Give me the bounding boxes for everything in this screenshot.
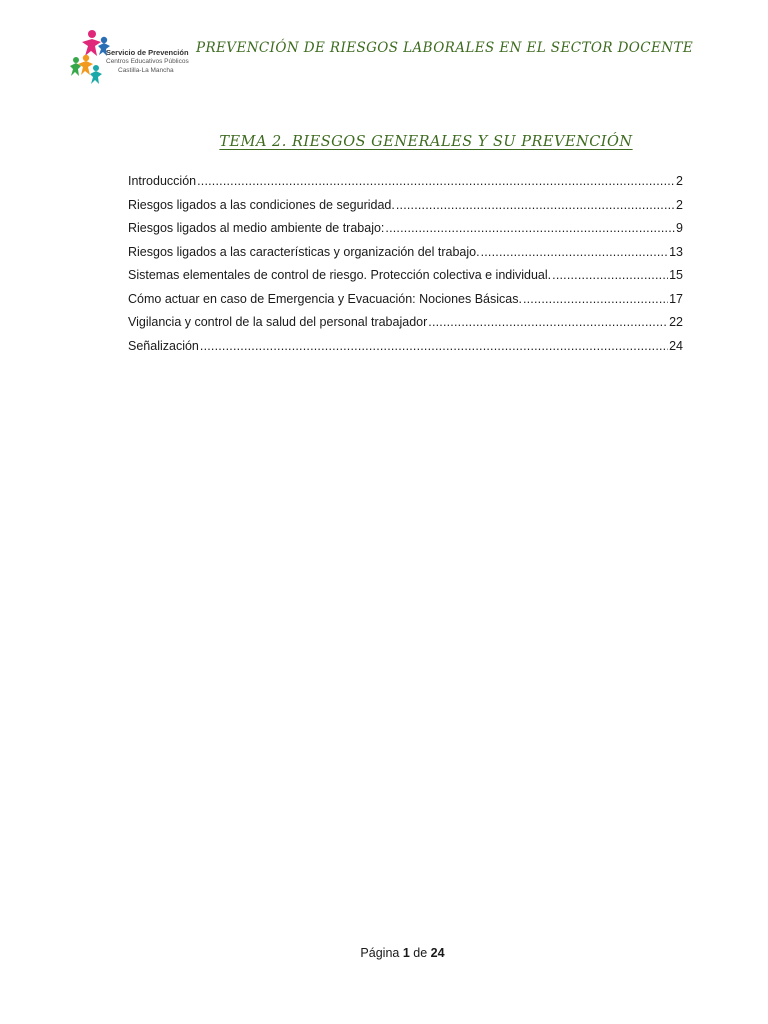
toc-entry-label: Riesgos ligados a las características y organización del trabajo. xyxy=(128,244,480,259)
toc-entry-label: Introducción xyxy=(128,174,197,188)
toc-entry-label: Sistemas elementales de control de riesgo. Protección colectiva e individual. xyxy=(128,268,552,282)
logo-text xyxy=(106,48,189,75)
header-title: PREVENCIÓN DE RIESGOS LABORALES EN EL SECTOR DOCENTE xyxy=(196,40,694,56)
toc-entry-page: 15 xyxy=(669,268,683,282)
footer-total-pages: 24 xyxy=(430,946,445,960)
toc-entry-label: Cómo actuar en caso de Emergencia y Evacuación: Nociones Básicas. xyxy=(128,291,522,306)
toc-entry-page: 22 xyxy=(669,315,683,329)
toc-entry-organizacion-trabajo[interactable] xyxy=(128,245,683,269)
logo-line-3: Castilla-La Mancha xyxy=(118,67,174,74)
section-title: TEMA 2. RIESGOS GENERALES Y SU PREVENCIÓN xyxy=(219,134,633,150)
toc-entry-label: Riesgos ligados al medio ambiente de trabajo: xyxy=(128,221,385,235)
toc-dot-leader xyxy=(481,245,669,259)
footer-current-page: 1 xyxy=(402,946,410,960)
toc-entry-emergencia-evacuacion[interactable] xyxy=(128,292,683,316)
toc-dot-leader xyxy=(197,174,675,188)
toc-dot-leader xyxy=(428,315,668,329)
toc-entry-condiciones-seguridad[interactable] xyxy=(128,198,683,222)
footer-page-middle: de xyxy=(413,946,428,960)
footer-page-prefix: Página xyxy=(360,946,400,960)
toc-entry-label: Riesgos ligados a las condiciones de seguridad. xyxy=(128,197,395,212)
toc-entry-medio-ambiente[interactable] xyxy=(128,221,683,245)
toc-dot-leader xyxy=(385,221,675,235)
toc-entry-label: Señalización xyxy=(128,338,199,353)
toc-entry-page: 9 xyxy=(676,221,683,235)
logo-line-1: Servicio de Prevención xyxy=(106,48,189,57)
toc-dot-leader xyxy=(523,292,668,306)
toc-entry-page: 2 xyxy=(676,197,683,212)
toc-entry-control-riesgo[interactable] xyxy=(128,268,683,292)
toc-dot-leader xyxy=(396,198,675,212)
toc-entry-page: 17 xyxy=(669,291,683,306)
toc-dot-leader xyxy=(552,268,668,282)
toc-entry-label: Vigilancia y control de la salud del personal trabajador xyxy=(128,315,428,329)
toc-dot-leader xyxy=(200,339,668,353)
toc-entry-vigilancia-salud[interactable] xyxy=(128,315,683,339)
toc-entry-page: 2 xyxy=(676,174,683,188)
page-header xyxy=(0,0,768,100)
prevention-service-logo xyxy=(70,28,200,86)
toc-entry-page: 24 xyxy=(669,338,683,353)
logo-line-2: Centros Educativos Públicos xyxy=(106,58,189,65)
toc-entry-page: 13 xyxy=(669,244,683,259)
toc-entry-senalizacion[interactable] xyxy=(128,339,683,363)
table-of-contents xyxy=(128,174,683,362)
toc-entry-introduccion[interactable] xyxy=(128,174,683,198)
page-footer xyxy=(0,946,768,960)
